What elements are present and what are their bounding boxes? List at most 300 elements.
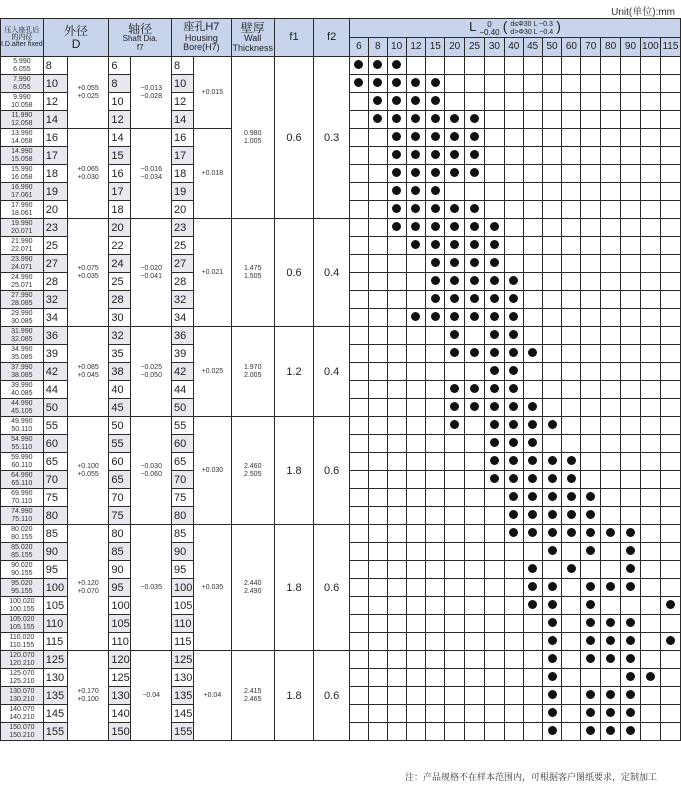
availability-cell	[562, 435, 581, 453]
availability-cell	[581, 327, 601, 345]
availability-dot	[470, 276, 479, 285]
availability-cell	[601, 453, 621, 471]
availability-cell	[426, 381, 445, 399]
availability-cell	[465, 615, 485, 633]
availability-cell	[523, 417, 542, 435]
availability-cell	[387, 255, 406, 273]
availability-cell	[562, 507, 581, 525]
availability-cell	[601, 705, 621, 723]
availability-cell	[581, 705, 601, 723]
availability-cell	[640, 57, 660, 75]
availability-dot	[450, 312, 459, 321]
availability-cell	[601, 201, 621, 219]
availability-cell	[484, 75, 504, 93]
availability-cell	[349, 129, 368, 147]
availability-empty	[586, 276, 595, 285]
availability-dot	[509, 276, 518, 285]
availability-cell	[445, 165, 465, 183]
availability-dot	[528, 582, 537, 591]
housing-cell: 18	[172, 165, 194, 183]
availability-empty	[606, 276, 615, 285]
availability-empty	[528, 672, 537, 681]
availability-empty	[373, 492, 382, 501]
availability-empty	[606, 402, 615, 411]
od-cell: 130	[43, 669, 67, 687]
housing-cell: 20	[172, 201, 194, 219]
availability-cell	[504, 669, 523, 687]
availability-empty	[528, 114, 537, 123]
availability-cell	[406, 327, 426, 345]
availability-cell	[349, 309, 368, 327]
length-label: L	[469, 19, 477, 35]
availability-empty	[548, 438, 557, 447]
availability-cell	[504, 435, 523, 453]
availability-cell	[581, 399, 601, 417]
wall-thickness	[231, 219, 274, 327]
availability-empty	[373, 420, 382, 429]
length-tol-lower: −0.40	[479, 27, 500, 37]
value-line: +0.035	[201, 583, 224, 591]
length-col-header: 8	[368, 38, 387, 57]
availability-cell	[445, 363, 465, 381]
availability-cell	[581, 273, 601, 291]
value-line: 8.055	[13, 83, 31, 91]
value-line: 110.155	[9, 641, 35, 649]
availability-dot	[450, 384, 459, 393]
availability-empty	[411, 456, 420, 465]
availability-cell	[581, 507, 601, 525]
availability-dot	[411, 114, 420, 123]
length-col-header: 40	[504, 38, 523, 57]
value-line: 120.210	[9, 659, 35, 667]
availability-cell	[621, 471, 641, 489]
availability-cell	[406, 561, 426, 579]
availability-empty	[666, 528, 675, 537]
availability-empty	[567, 708, 576, 717]
availability-cell	[406, 129, 426, 147]
availability-cell	[484, 507, 504, 525]
availability-cell	[465, 723, 485, 741]
value-line: −0.041	[140, 272, 162, 280]
wall-thickness	[231, 525, 274, 651]
shaft-header-cn: 轴径	[128, 21, 153, 36]
availability-cell	[621, 381, 641, 399]
availability-dot	[431, 168, 440, 177]
availability-empty	[373, 438, 382, 447]
availability-cell	[601, 75, 621, 93]
availability-cell	[445, 669, 465, 687]
length-col-header: 50	[542, 38, 562, 57]
availability-empty	[470, 582, 479, 591]
availability-cell	[542, 543, 562, 561]
od-cell: 85	[43, 525, 67, 543]
availability-empty	[626, 222, 635, 231]
value-line: 110.020	[9, 633, 35, 641]
length-col-header: 10	[387, 38, 406, 57]
availability-cell	[542, 705, 562, 723]
availability-cell	[660, 417, 680, 435]
availability-cell	[542, 471, 562, 489]
housing-cell: 155	[172, 723, 194, 741]
availability-dot	[490, 258, 499, 267]
value-line: 90.155	[11, 569, 33, 577]
availability-empty	[450, 186, 459, 195]
availability-empty	[490, 672, 499, 681]
value-line: 1.970	[243, 363, 262, 371]
availability-cell	[542, 93, 562, 111]
availability-dot	[509, 402, 518, 411]
availability-empty	[490, 114, 499, 123]
availability-cell	[349, 165, 368, 183]
availability-empty	[626, 348, 635, 357]
availability-empty	[392, 492, 401, 501]
availability-dot	[586, 636, 595, 645]
availability-dot	[606, 690, 615, 699]
availability-cell	[621, 705, 641, 723]
availability-cell	[465, 579, 485, 597]
f1-value: 1.8	[274, 525, 314, 651]
availability-cell	[660, 291, 680, 309]
availability-cell	[387, 345, 406, 363]
availability-empty	[470, 96, 479, 105]
availability-cell	[465, 687, 485, 705]
availability-empty	[528, 618, 537, 627]
availability-cell	[640, 129, 660, 147]
availability-empty	[666, 438, 675, 447]
availability-dot	[392, 114, 401, 123]
availability-cell	[581, 651, 601, 669]
availability-empty	[392, 618, 401, 627]
value-line: 59.990	[11, 453, 33, 461]
availability-empty	[470, 708, 479, 717]
housing-cell: 100	[172, 579, 194, 597]
availability-cell	[387, 381, 406, 399]
availability-empty	[666, 258, 675, 267]
availability-dot	[450, 258, 459, 267]
housing-tolerance	[194, 525, 232, 651]
value-line: 75.110	[11, 515, 33, 523]
value-line: 140.070	[9, 705, 35, 713]
availability-empty	[646, 78, 655, 87]
availability-dot	[392, 204, 401, 213]
availability-empty	[470, 690, 479, 699]
availability-cell	[445, 147, 465, 165]
availability-dot	[450, 276, 459, 285]
availability-empty	[567, 60, 576, 69]
od-cell: 10	[43, 75, 67, 93]
availability-dot	[548, 474, 557, 483]
availability-cell	[349, 723, 368, 741]
availability-empty	[567, 348, 576, 357]
availability-cell	[426, 255, 445, 273]
availability-cell	[484, 363, 504, 381]
value-line: −0.04	[142, 691, 161, 699]
footnote: 注：产品规格不在样本范围内，可根据客户图纸要求，定制加工	[404, 772, 657, 782]
id-header-cn: 压入座孔后的内径	[4, 27, 40, 41]
availability-cell	[387, 579, 406, 597]
availability-empty	[586, 294, 595, 303]
value-line: 80.155	[11, 533, 33, 541]
availability-cell	[562, 615, 581, 633]
availability-cell	[621, 273, 641, 291]
availability-empty	[528, 204, 537, 213]
availability-empty	[646, 348, 655, 357]
availability-cell	[581, 255, 601, 273]
availability-empty	[567, 330, 576, 339]
od-cell: 60	[43, 435, 67, 453]
availability-empty	[567, 276, 576, 285]
availability-cell	[542, 327, 562, 345]
availability-empty	[567, 312, 576, 321]
value-line: 32.085	[11, 335, 33, 343]
availability-cell	[349, 453, 368, 471]
shaft-cell: 25	[109, 273, 131, 291]
availability-dot	[509, 438, 518, 447]
availability-dot	[528, 456, 537, 465]
availability-cell	[406, 615, 426, 633]
value-line: 130.070	[9, 687, 35, 695]
availability-dot	[411, 312, 420, 321]
availability-dot	[490, 456, 499, 465]
availability-empty	[392, 564, 401, 573]
availability-cell	[349, 273, 368, 291]
f2-value: 0.6	[314, 525, 350, 651]
availability-dot	[411, 150, 420, 159]
availability-cell	[445, 471, 465, 489]
availability-cell	[484, 723, 504, 741]
availability-cell	[406, 651, 426, 669]
availability-cell	[387, 417, 406, 435]
availability-cell	[387, 237, 406, 255]
availability-cell	[368, 579, 387, 597]
availability-cell	[581, 687, 601, 705]
availability-cell	[426, 651, 445, 669]
value-line: 95.020	[11, 579, 33, 587]
availability-cell	[523, 111, 542, 129]
availability-empty	[450, 726, 459, 735]
availability-cell	[562, 633, 581, 651]
shaft-cell: 8	[109, 75, 131, 93]
availability-cell	[387, 525, 406, 543]
availability-cell	[621, 399, 641, 417]
availability-empty	[470, 654, 479, 663]
availability-empty	[373, 564, 382, 573]
housing-cell: 25	[172, 237, 194, 255]
value-line: 17.061	[11, 191, 33, 199]
availability-empty	[586, 564, 595, 573]
id-cell	[1, 471, 44, 489]
availability-dot	[509, 492, 518, 501]
availability-cell	[426, 723, 445, 741]
availability-empty	[431, 330, 440, 339]
id-cell	[1, 543, 44, 561]
availability-cell	[504, 183, 523, 201]
availability-cell	[349, 561, 368, 579]
od-cell: 17	[43, 147, 67, 165]
availability-empty	[606, 672, 615, 681]
housing-cell: 39	[172, 345, 194, 363]
availability-cell	[465, 345, 485, 363]
availability-cell	[601, 93, 621, 111]
availability-cell	[542, 651, 562, 669]
availability-empty	[354, 636, 363, 645]
availability-dot	[450, 420, 459, 429]
availability-empty	[450, 636, 459, 645]
f1-value: 1.8	[274, 651, 314, 741]
availability-cell	[426, 165, 445, 183]
availability-dot	[470, 384, 479, 393]
availability-cell	[523, 273, 542, 291]
availability-empty	[373, 366, 382, 375]
availability-cell	[542, 147, 562, 165]
availability-empty	[431, 636, 440, 645]
housing-cell: 95	[172, 561, 194, 579]
availability-empty	[373, 222, 382, 231]
value-line: 70.110	[11, 497, 33, 505]
availability-cell	[465, 651, 485, 669]
availability-cell	[660, 399, 680, 417]
availability-empty	[354, 204, 363, 213]
housing-cell: 50	[172, 399, 194, 417]
availability-dot	[490, 312, 499, 321]
availability-empty	[567, 618, 576, 627]
availability-cell	[601, 615, 621, 633]
availability-cell	[601, 669, 621, 687]
shaft-cell: 16	[109, 165, 131, 183]
shaft-cell: 35	[109, 345, 131, 363]
availability-dot	[548, 492, 557, 501]
availability-dot	[626, 672, 635, 681]
availability-cell	[445, 345, 465, 363]
availability-cell	[640, 201, 660, 219]
availability-cell	[660, 489, 680, 507]
value-line: 50.110	[11, 425, 33, 433]
availability-cell	[621, 435, 641, 453]
availability-empty	[626, 330, 635, 339]
availability-cell	[621, 687, 641, 705]
availability-cell	[542, 75, 562, 93]
availability-empty	[666, 330, 675, 339]
availability-cell	[640, 219, 660, 237]
shaft-cell: 70	[109, 489, 131, 507]
availability-cell	[465, 273, 485, 291]
availability-dot	[548, 510, 557, 519]
value-line: 9.990	[13, 93, 31, 101]
availability-cell	[349, 489, 368, 507]
availability-cell	[445, 201, 465, 219]
availability-cell	[426, 183, 445, 201]
availability-empty	[666, 564, 675, 573]
availability-dot	[528, 564, 537, 573]
value-line: 1.475	[243, 264, 262, 272]
availability-empty	[509, 600, 518, 609]
availability-cell	[406, 543, 426, 561]
availability-cell	[581, 363, 601, 381]
availability-empty	[646, 546, 655, 555]
availability-cell	[562, 525, 581, 543]
availability-empty	[567, 78, 576, 87]
availability-empty	[606, 204, 615, 213]
availability-cell	[640, 183, 660, 201]
value-line: 85.155	[11, 551, 33, 559]
availability-empty	[373, 132, 382, 141]
value-line: −0.028	[140, 92, 162, 100]
availability-cell	[601, 147, 621, 165]
availability-empty	[373, 204, 382, 213]
availability-empty	[450, 690, 459, 699]
availability-empty	[411, 492, 420, 501]
availability-cell	[660, 57, 680, 75]
availability-cell	[562, 579, 581, 597]
availability-dot	[392, 132, 401, 141]
availability-cell	[387, 669, 406, 687]
availability-cell	[368, 75, 387, 93]
value-line: +0.025	[201, 367, 224, 375]
availability-empty	[411, 636, 420, 645]
availability-empty	[373, 474, 382, 483]
availability-cell	[660, 507, 680, 525]
availability-cell	[368, 597, 387, 615]
availability-empty	[567, 654, 576, 663]
availability-empty	[548, 204, 557, 213]
availability-empty	[567, 132, 576, 141]
availability-empty	[646, 132, 655, 141]
availability-cell	[484, 687, 504, 705]
availability-dot	[509, 474, 518, 483]
id-cell	[1, 345, 44, 363]
availability-cell	[640, 273, 660, 291]
availability-empty	[586, 456, 595, 465]
od-cell: 95	[43, 561, 67, 579]
availability-empty	[646, 150, 655, 159]
availability-cell	[445, 327, 465, 345]
id-cell	[1, 183, 44, 201]
availability-cell	[406, 669, 426, 687]
availability-cell	[445, 93, 465, 111]
wall-thickness	[231, 417, 274, 525]
availability-cell	[621, 363, 641, 381]
availability-cell	[660, 615, 680, 633]
availability-cell	[542, 291, 562, 309]
availability-empty	[490, 60, 499, 69]
availability-dot	[450, 132, 459, 141]
availability-cell	[445, 705, 465, 723]
id-cell	[1, 129, 44, 147]
id-cell	[1, 525, 44, 543]
availability-empty	[354, 294, 363, 303]
availability-empty	[666, 312, 675, 321]
value-line: +0.100	[77, 462, 99, 470]
availability-empty	[548, 240, 557, 249]
availability-empty	[431, 528, 440, 537]
availability-empty	[586, 330, 595, 339]
availability-empty	[646, 636, 655, 645]
availability-cell	[406, 309, 426, 327]
availability-dot	[431, 186, 440, 195]
f2-header: f2	[314, 19, 350, 57]
availability-cell	[465, 435, 485, 453]
availability-cell	[601, 579, 621, 597]
availability-dot	[586, 510, 595, 519]
availability-cell	[445, 633, 465, 651]
availability-empty	[548, 366, 557, 375]
length-rule-2: d>Φ30 L −0.4	[510, 28, 554, 36]
availability-cell	[504, 219, 523, 237]
availability-cell	[465, 201, 485, 219]
od-cell: 27	[43, 255, 67, 273]
housing-header	[172, 19, 232, 57]
availability-cell	[581, 543, 601, 561]
